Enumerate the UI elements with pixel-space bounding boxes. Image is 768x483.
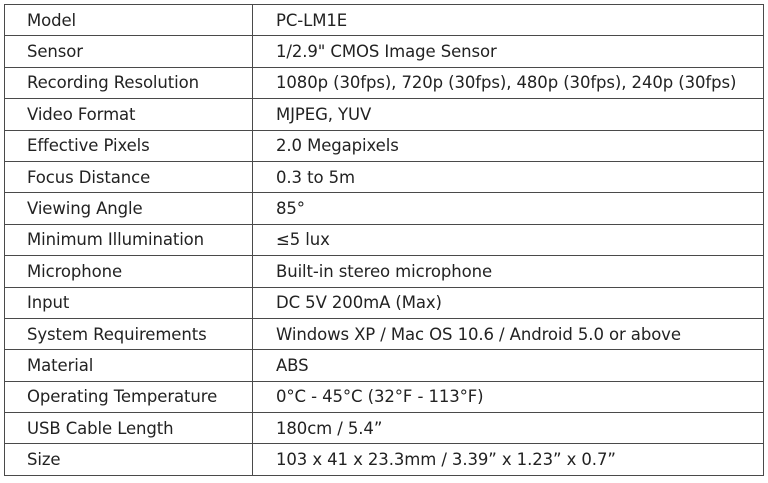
spec-label: System Requirements — [5, 318, 253, 349]
spec-value: 0.3 to 5m — [253, 161, 764, 192]
table-row — [5, 444, 764, 475]
table-row — [5, 130, 764, 161]
spec-value: Built-in stereo microphone — [253, 256, 764, 287]
spec-value: 85° — [253, 193, 764, 224]
spec-value: 1/2.9" CMOS Image Sensor — [253, 36, 764, 67]
spec-label: Model — [5, 5, 253, 36]
spec-label: Recording Resolution — [5, 67, 253, 98]
spec-value: 1080p (30fps), 720p (30fps), 480p (30fps), 240p (30fps) — [253, 67, 764, 98]
spec-value: PC-LM1E — [253, 5, 764, 36]
table-row — [5, 350, 764, 381]
spec-label: USB Cable Length — [5, 413, 253, 444]
table-row — [5, 224, 764, 255]
table-row — [5, 161, 764, 192]
table-row — [5, 381, 764, 412]
spec-table — [4, 4, 764, 476]
table-row — [5, 36, 764, 67]
spec-label: Minimum Illumination — [5, 224, 253, 255]
spec-label: Operating Temperature — [5, 381, 253, 412]
spec-label: Video Format — [5, 99, 253, 130]
spec-value: MJPEG, YUV — [253, 99, 764, 130]
table-row — [5, 193, 764, 224]
spec-label: Effective Pixels — [5, 130, 253, 161]
table-row — [5, 256, 764, 287]
spec-table-body — [5, 5, 764, 476]
spec-label: Sensor — [5, 36, 253, 67]
spec-label: Material — [5, 350, 253, 381]
table-row — [5, 99, 764, 130]
spec-label: Size — [5, 444, 253, 475]
spec-value: ABS — [253, 350, 764, 381]
spec-value: Windows XP / Mac OS 10.6 / Android 5.0 or above — [253, 318, 764, 349]
table-row — [5, 67, 764, 98]
spec-value: 0°C - 45°C (32°F - 113°F) — [253, 381, 764, 412]
spec-value: 103 x 41 x 23.3mm / 3.39” x 1.23” x 0.7” — [253, 444, 764, 475]
spec-label: Focus Distance — [5, 161, 253, 192]
table-row — [5, 318, 764, 349]
spec-value: 2.0 Megapixels — [253, 130, 764, 161]
table-row — [5, 5, 764, 36]
table-row — [5, 287, 764, 318]
spec-label: Input — [5, 287, 253, 318]
spec-label: Microphone — [5, 256, 253, 287]
spec-value: 180cm / 5.4” — [253, 413, 764, 444]
table-row — [5, 413, 764, 444]
spec-label: Viewing Angle — [5, 193, 253, 224]
spec-value: DC 5V 200mA (Max) — [253, 287, 764, 318]
spec-value: ≤5 lux — [253, 224, 764, 255]
